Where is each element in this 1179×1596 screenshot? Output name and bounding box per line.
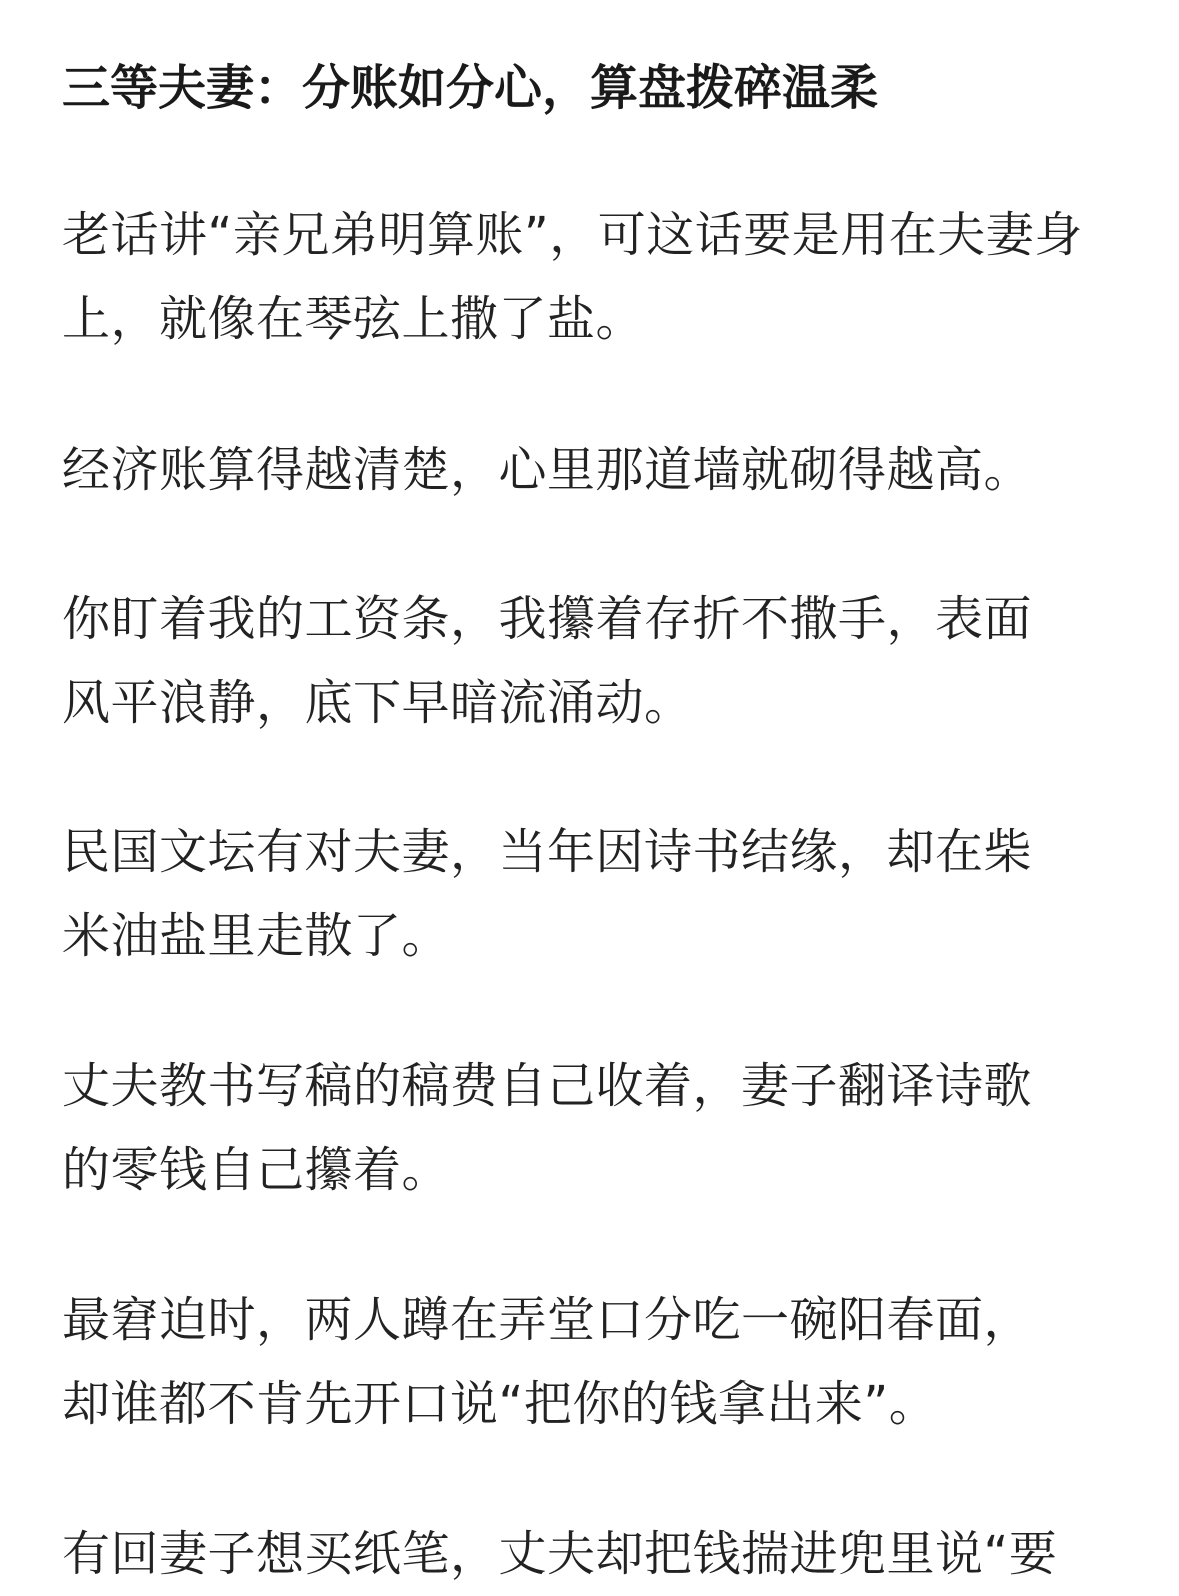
paragraph-4 <box>62 810 1122 978</box>
paragraph-line: 最窘迫时，两人蹲在弄堂口分吃一碗阳春面， <box>62 1292 1033 1348</box>
paragraph-7 <box>62 1512 1122 1596</box>
paragraph-5 <box>62 1044 1122 1212</box>
paragraph-line: 的零钱自己攥着。 <box>62 1142 451 1198</box>
paragraph-2 <box>62 428 1122 512</box>
paragraph-line: 老话讲“亲兄弟明算账”，可这话要是用在夫妻身 <box>62 207 1083 263</box>
paragraph-line: 风平浪静，底下早暗流涌动。 <box>62 675 693 731</box>
article-heading: 三等夫妻：分账如分心，算盘拨碎温柔 <box>62 60 879 116</box>
paragraph-line: 有回妻子想买纸笔，丈夫却把钱揣进兜里说“要 <box>62 1526 1058 1582</box>
paragraph-line: 经济账算得越清楚，心里那道墙就砌得越高。 <box>62 442 1033 498</box>
paragraph-line: 你盯着我的工资条，我攥着存折不撒手，表面 <box>62 591 1033 647</box>
paragraph-1 <box>62 193 1122 361</box>
paragraph-line: 米油盐里走散了。 <box>62 908 451 964</box>
paragraph-line: 丈夫教书写稿的稿费自己收着，妻子翻译诗歌 <box>62 1058 1033 1114</box>
paragraph-line: 上，就像在琴弦上撒了盐。 <box>62 291 645 347</box>
paragraph-line: 民国文坛有对夫妻，当年因诗书结缘，却在柴 <box>62 824 1033 880</box>
paragraph-3 <box>62 577 1122 745</box>
paragraph-6 <box>62 1278 1122 1446</box>
paragraph-line: 却谁都不肯先开口说“把你的钱拿出来”。 <box>62 1376 938 1432</box>
